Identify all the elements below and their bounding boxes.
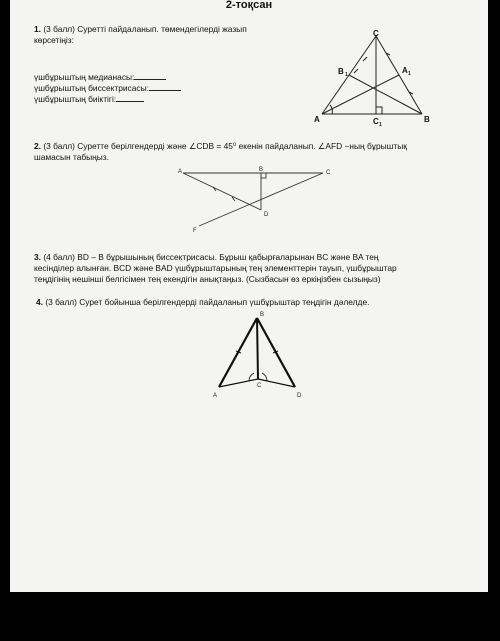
q2-prompt: (3 балл) Суретте берілгендерді және ∠CDB = 45⁰ екенін пайдаланып. ∠AFD −ның бұрыштық xyxy=(43,141,407,151)
q1-height-label: үшбұрыштың биіктігі: xyxy=(34,94,117,104)
q2-label-c: C xyxy=(326,170,331,176)
q3-prompt: (4 балл) BD – B бұрышының биссектрисасы. Бұрыш қабырғаларынан BC және BA тең xyxy=(43,252,379,262)
q1-label-c1: C xyxy=(373,117,379,126)
q1-median-label: үшбұрыштың медианасы: xyxy=(34,72,135,82)
quarter-header: 2-тоқсан xyxy=(225,0,273,11)
q4-line-ba xyxy=(219,318,257,387)
q1-triangle-figure xyxy=(310,28,450,128)
q3-text-line2: кесінділер алынған. BCD және BAD үшбұрыштарының тең элементтерін тауып, үшбұрыштар xyxy=(34,263,397,273)
q2-label-b: B xyxy=(259,167,264,173)
worksheet-page xyxy=(10,0,488,592)
q4-label-c: C xyxy=(257,383,262,389)
q1-median-blank[interactable] xyxy=(134,72,166,80)
q1-bisector-row xyxy=(34,83,181,94)
q4-line-bc xyxy=(257,318,258,379)
q3-text-line3: теңдігінің нешінші белгісімен тең екендігін анықтаңыз. (Сызбасын өз еркіңізбен сызыңыз) xyxy=(34,274,381,284)
q1-tick-1 xyxy=(354,69,358,73)
q4-prompt: (3 балл) Сурет бойынша берілгендерді пайдаланып үшбұрыштар теңдігін дәлелде. xyxy=(45,297,370,307)
q1-height-blank[interactable] xyxy=(116,94,144,102)
q1-number: 1. xyxy=(34,24,41,34)
q1-right-angle-mark xyxy=(376,107,382,114)
q1-bisector-blank[interactable] xyxy=(149,83,181,91)
q1-label-c: C xyxy=(373,29,379,38)
q3-number: 3. xyxy=(34,252,41,262)
q1-label-b1: B xyxy=(338,67,344,76)
q2-label-a: A xyxy=(178,169,183,175)
q4-label-a: A xyxy=(213,393,218,399)
q1-label-a1: A xyxy=(402,66,408,75)
q2-label-d: D xyxy=(264,212,269,218)
q2-label-f: F xyxy=(193,228,197,234)
q1-median-row xyxy=(34,72,166,83)
q1-label-b: B xyxy=(424,115,430,124)
q1-label-b1-sub: 1 xyxy=(345,72,348,78)
q4-figure xyxy=(205,307,315,407)
q4-text-line1 xyxy=(36,297,369,308)
q4-line-cd xyxy=(258,379,295,387)
q1-label-a1-sub: 1 xyxy=(408,71,411,77)
q1-tick-2 xyxy=(363,57,367,61)
q4-label-b: B xyxy=(260,312,265,318)
q2-right-angle-mark xyxy=(261,173,266,178)
q2-text-line2: шамасын табыңыз. xyxy=(34,152,109,162)
q1-label-a: A xyxy=(314,115,320,124)
q1-prompt: (3 балл) Суретті пайдаланып. төмендегілерді жазып xyxy=(43,24,247,34)
q2-text-line1 xyxy=(34,141,407,152)
q4-label-d: D xyxy=(297,393,302,399)
q1-height-row xyxy=(34,94,144,105)
q1-text-line1 xyxy=(34,24,247,35)
q1-bisector-label: үшбұрыштың биссектрисасы: xyxy=(34,83,149,93)
q1-label-c1-sub: 1 xyxy=(379,122,382,128)
q1-text-line2: көрсетіңіз: xyxy=(34,35,74,45)
q4-line-bd xyxy=(257,318,295,387)
q4-number: 4. xyxy=(36,297,43,307)
q4-line-ac xyxy=(219,379,258,387)
q2-figure xyxy=(175,164,345,234)
q3-text-line1 xyxy=(34,252,379,263)
q2-number: 2. xyxy=(34,141,41,151)
